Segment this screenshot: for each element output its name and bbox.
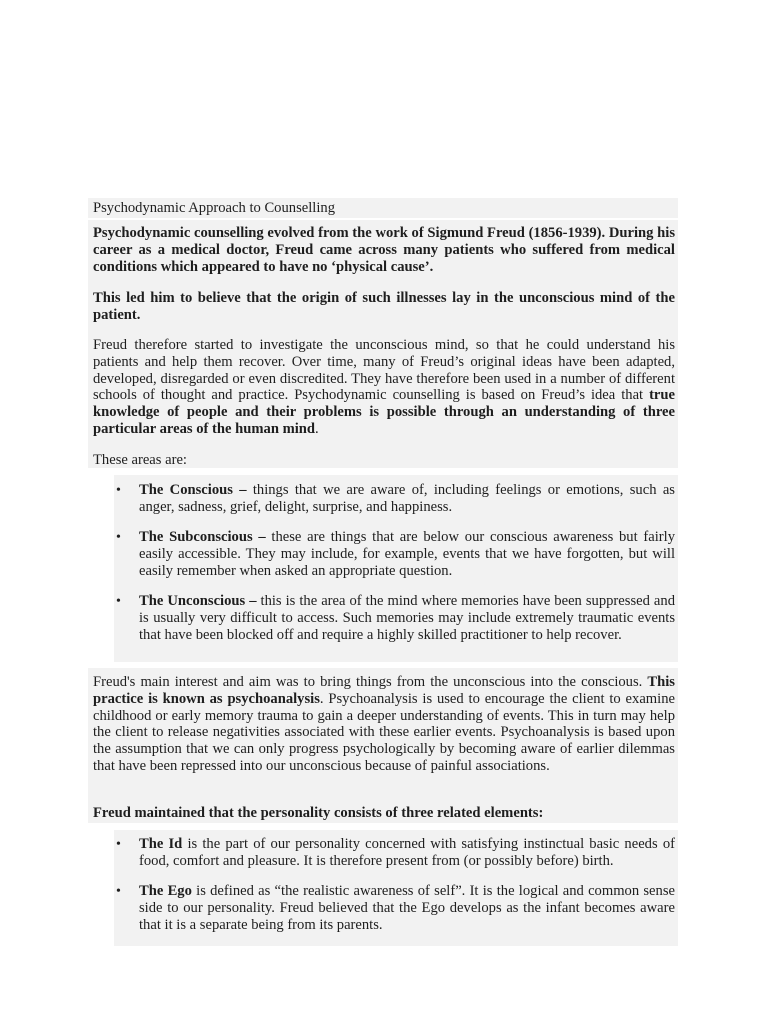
list-item (139, 529, 675, 579)
list-item-term: The Id (139, 836, 183, 852)
investigation-paragraph (93, 337, 675, 438)
list-item (139, 836, 675, 870)
investigation-text: Freud therefore started to investigate the unconscious mind, so that he could understand his patients and help them recover. Over time, many of Freud’s original ideas have been adapted, developed, disregarded or even discredited. They have therefore been used in a number of different schools of thought and practice. Psychodynamic counselling is based on Freud’s idea that (93, 337, 675, 404)
page-title: Psychodynamic Approach to Counselling (93, 200, 335, 216)
list-item (139, 883, 675, 933)
list-item-text: things that we are aware of, including feelings or emotions, such as anger, sadness, grief, delight, surprise, and happiness. (139, 482, 675, 515)
list-item-term: The Unconscious – (139, 593, 257, 609)
list-bullet: • (116, 837, 121, 852)
list-item-text: this is the area of the mind where memories have been suppressed and is usually very difficult to access. Such memories may include extremely traumatic events that have been blocked off and require a highly skilled practitioner to help recover. (139, 593, 675, 643)
list-item-text: these are things that are below our conscious awareness but fairly easily accessible. They may include, for example, events that we have forgotten, but will easily remember when asked an appropriate question. (139, 529, 675, 579)
list-item-text: is defined as “the realistic awareness of self”. It is the logical and common sense side to our personality. Freud believed that the Ego develops as the infant becomes aware that it is a separate being from its parents. (139, 883, 675, 933)
list-item-text: is the part of our personality concerned with satisfying instinctual basic needs of food, comfort and pleasure. It is therefore present from (or possibly before) birth. (139, 836, 675, 869)
origin-paragraph (93, 290, 675, 324)
list-item-term: The Conscious – (139, 482, 247, 498)
psychoanalysis-paragraph (93, 674, 675, 775)
areas-intro: These areas are: (93, 452, 187, 468)
investigation-end: . (315, 420, 319, 437)
personality-heading (93, 805, 675, 822)
list-bullet: • (116, 884, 121, 899)
personality-heading-text: Freud maintained that the personality consists of three related elements: (93, 805, 544, 821)
psychoanalysis-text-1: Freud's main interest and aim was to bring things from the unconscious into the conscious. (93, 674, 648, 690)
list-item-term: The Subconscious – (139, 529, 266, 545)
intro-paragraph (93, 225, 675, 275)
list-bullet: • (116, 594, 121, 609)
intro-text: Psychodynamic counselling evolved from the work of Sigmund Freud (1856-1939). During his career as a medical doctor, Freud came across many patients who suffered from medical conditions which appeared to have no ‘physical cause’. (93, 225, 675, 275)
psychoanalysis-bold: This practice is known as psychoanalysis (93, 674, 675, 707)
list-bullet: • (116, 483, 121, 498)
list-bullet: • (116, 530, 121, 545)
list-item-term: The Ego (139, 883, 192, 899)
psychoanalysis-text-2: . Psychoanalysis is used to encourage the client to examine childhood or early memory trauma to gain a deeper understanding of events. This in turn may help the client to release negativities associated with these earlier events. Psychoanalysis is based upon the assumption that we can only progress psychologically by becoming aware of earlier dilemmas that have been repressed into our unconscious because of painful associations. (93, 690, 675, 774)
list-item (139, 482, 675, 516)
investigation-bold: true knowledge of people and their problems is possible through an understanding of three particular areas of the human mind (93, 387, 675, 437)
list-item (139, 593, 675, 643)
origin-text: This led him to believe that the origin of such illnesses lay in the unconscious mind of the patient. (93, 290, 675, 323)
